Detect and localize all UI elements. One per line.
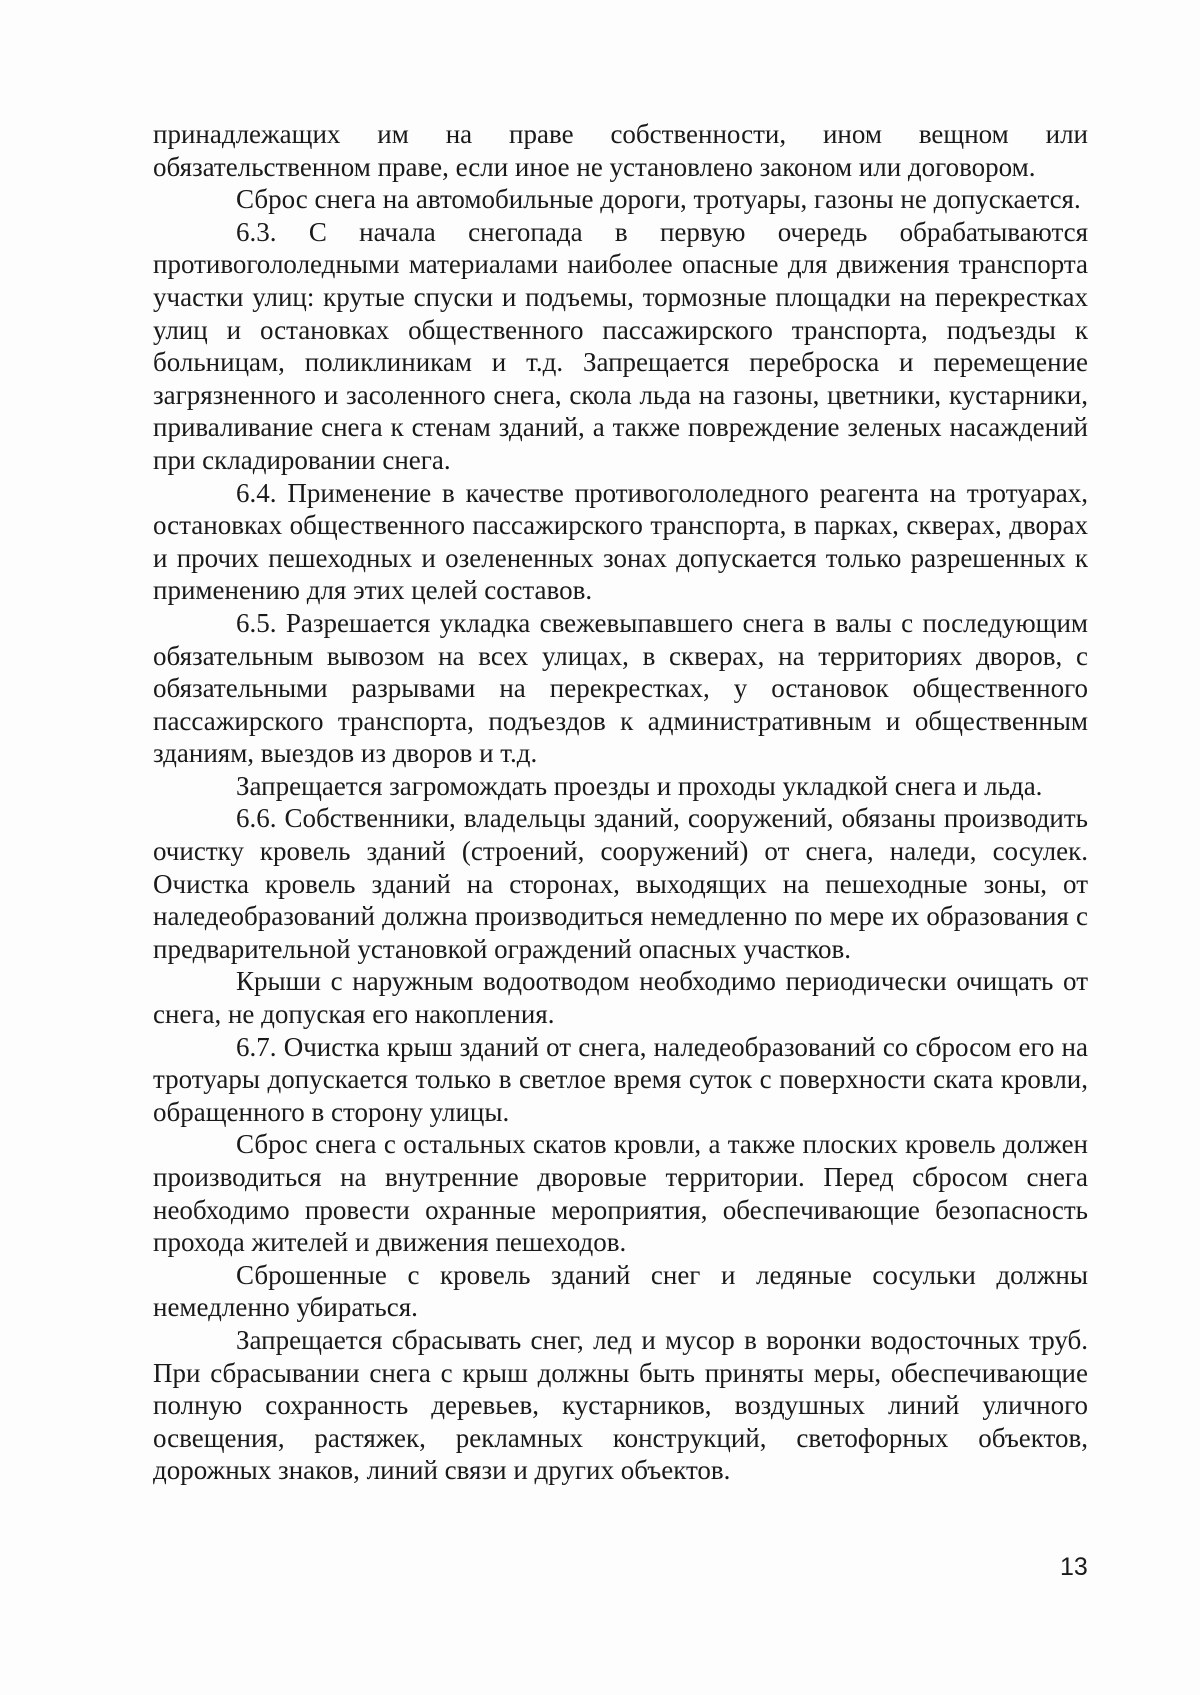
paragraph-6-6: 6.6. Собственники, владельцы зданий, сооружений, обязаны производить очистку кровель зданий (строений, сооружений) от снега, наледи, сосулек. Очистка кровель зданий на сторонах, выходящих на пешеходные зоны, от наледеобразований должна производиться немедленно по мере их образования с предварительной установкой ограждений опасных участков. [153,803,1088,964]
paragraph-6-5-prohibition: Запрещается загромождать проезды и проходы укладкой снега и льда. [236,770,1043,801]
paragraph-6-3: 6.3. С начала снегопада в первую очередь обрабатываются противогололедными материалами наиболее опасные для движения транспорта участки улиц: крутые спуски и подъемы, тормозные площадки на перекрестках улиц и остановках общественного пассажирского транспорта, подъезды к больницам, поликлиникам и т.д. Запрещается переброска и перемещение загрязненного и засоленного снега, скола льда на газоны, цветники, кустарники, приваливание снега к стенам зданий, а также повреждение зеленых насаждений при складировании снега. [153,216,1088,475]
paragraph-snow-dumping: Сброс снега на автомобильные дороги, тротуары, газоны не допускается. [236,184,1081,215]
paragraph-continuation: принадлежащих им на праве собственности, ином вещном или обязательственном праве, если иное не установлено законом или договором. [153,119,1088,182]
paragraph-6-7-icicles: Сброшенные с кровель зданий снег и ледяные сосульки должны немедленно убираться. [153,1259,1088,1323]
paragraph-6-6-roofs: Крыши с наружным водоотводом необходимо периодически очищать от снега, не допуская его накопления. [153,966,1088,1030]
body-text [153,118,1088,1487]
paragraph-6-7-drainpipes: Запрещается сбрасывать снег, лед и мусор в воронки водосточных труб. При сбрасывании снега с крыш должны быть приняты меры, обеспечивающие полную сохранность деревьев, кустарников, воздушных линий уличного освещения, растяжек, рекламных конструкций, светофорных объектов, дорожных знаков, линий связи и других объектов. [153,1324,1088,1486]
paragraph-6-4: 6.4. Применение в качестве противогололедного реагента на тротуарах, остановках общественного пассажирского транспорта, в парках, скверах, дворах и прочих пешеходных и озелененных зонах допускается только разрешенных к применению для этих целей составов. [153,477,1088,606]
paragraph-6-7-other-slopes: Сброс снега с остальных скатов кровли, а также плоских кровель должен производиться на внутренние дворовые территории. Перед сбросом снега необходимо провести охранные мероприятия, обеспечивающие безопасность прохода жителей и движения пешеходов. [153,1129,1088,1258]
paragraph-6-7: 6.7. Очистка крыш зданий от снега, наледеобразований со сбросом его на тротуары допускается только в светлое время суток с поверхности ската кровли, обращенного в сторону улицы. [153,1031,1088,1127]
page-number: 13 [1060,1553,1088,1581]
paragraph-6-5: 6.5. Разрешается укладка свежевыпавшего снега в валы с последующим обязательным вывозом на всех улицах, в скверах, на территориях дворов, с обязательными разрывами на перекрестках, у остановок общественного пассажирского транспорта, подъездов к административным и общественным зданиям, выездов из дворов и т.д. [153,607,1088,769]
